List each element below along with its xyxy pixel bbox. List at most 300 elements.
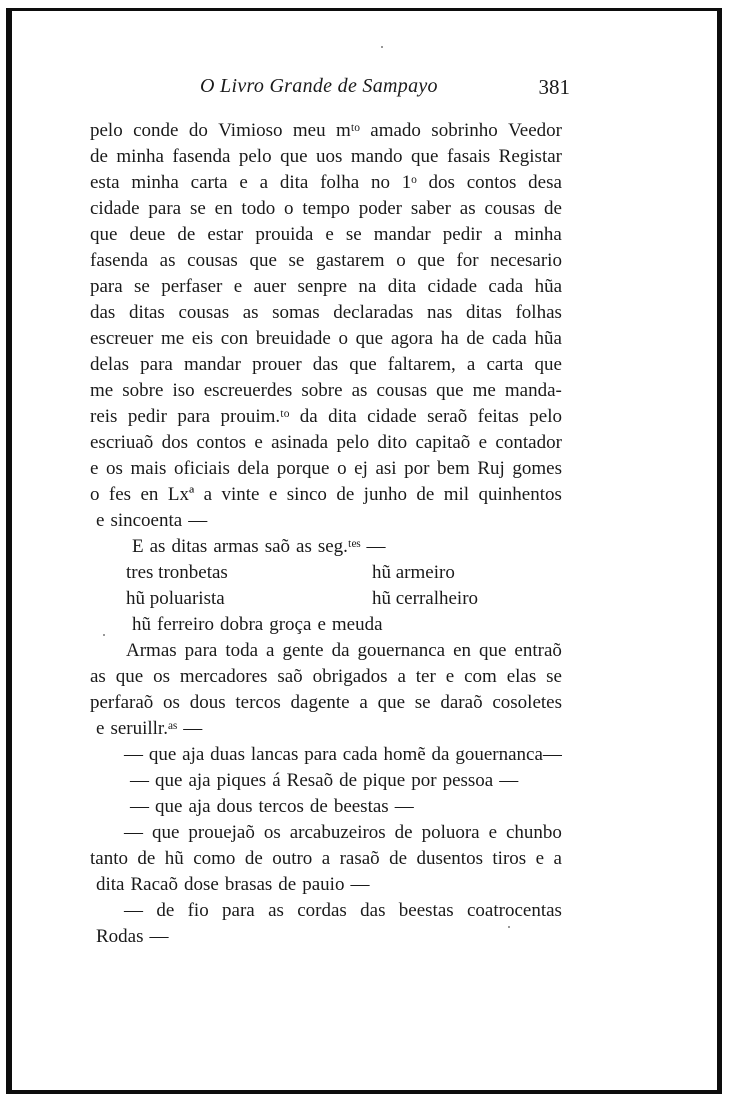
- text-line: [90, 898, 562, 924]
- word: escreuerdes: [203, 380, 293, 401]
- word: aja: [182, 744, 205, 765]
- word: sobre: [301, 380, 343, 401]
- print-speck: [508, 926, 510, 928]
- word: de: [177, 224, 196, 245]
- word: cousas: [376, 380, 428, 401]
- word: daraõ: [440, 692, 483, 713]
- text-line: [90, 716, 562, 742]
- word: de: [336, 484, 355, 505]
- word: os: [263, 822, 281, 843]
- word: cousas: [484, 198, 536, 219]
- word: mandar: [373, 224, 431, 245]
- word: a: [553, 848, 562, 869]
- word: que: [436, 380, 464, 401]
- word: se: [288, 250, 305, 271]
- word: dita: [387, 276, 417, 297]
- word: para: [140, 354, 173, 375]
- word: pelo: [238, 146, 272, 167]
- word: a: [203, 484, 213, 505]
- word: prouida: [255, 224, 314, 245]
- word: de: [90, 146, 108, 167]
- word: en: [214, 198, 233, 219]
- word: me: [90, 380, 114, 401]
- word: —: [366, 536, 386, 557]
- word: conde: [133, 120, 179, 141]
- word: hũ: [132, 614, 151, 635]
- print-speck: [381, 46, 383, 48]
- word: a: [466, 354, 476, 375]
- word: carta: [486, 354, 524, 375]
- word: Armas: [126, 640, 177, 661]
- list-item-right: hũ cerralheiro: [372, 588, 479, 609]
- word: tempo: [302, 198, 350, 219]
- word: sobrinho: [431, 120, 498, 141]
- word: breuidade: [255, 328, 331, 349]
- word: outro: [272, 848, 313, 869]
- word: com: [464, 666, 497, 687]
- word: as: [149, 536, 166, 557]
- word: rasaõ: [339, 848, 380, 869]
- word: para: [177, 406, 211, 427]
- word: dose: [183, 874, 219, 895]
- word: que: [155, 770, 183, 791]
- word: tercos: [235, 692, 281, 713]
- word: mais: [130, 458, 167, 479]
- word: chunbo: [506, 822, 562, 843]
- word: os: [153, 666, 170, 687]
- word: ej: [354, 458, 368, 479]
- word: e: [478, 432, 488, 453]
- word: que: [534, 354, 562, 375]
- word: meu: [292, 120, 326, 141]
- word: todo: [241, 198, 276, 219]
- word: nas: [427, 302, 453, 323]
- text-line: [90, 794, 562, 820]
- word: mandar: [183, 354, 241, 375]
- text-line: [90, 274, 562, 300]
- word: das: [360, 900, 386, 921]
- word: gouernanca—: [455, 744, 562, 765]
- word: se: [414, 692, 431, 713]
- word: a: [266, 640, 275, 661]
- word: fasais: [446, 146, 491, 167]
- word: gomes: [512, 458, 562, 479]
- word: deue: [129, 224, 166, 245]
- word: na: [358, 276, 377, 297]
- text-line: [90, 196, 562, 222]
- word: hũ: [164, 848, 184, 869]
- word: fasenda: [172, 146, 231, 167]
- page-number: 381: [538, 75, 570, 99]
- text-line: [90, 820, 562, 846]
- word: se: [546, 666, 562, 687]
- word: —: [394, 796, 414, 817]
- word: manda-: [504, 380, 562, 401]
- word: dous: [216, 796, 253, 817]
- word: asi: [375, 458, 397, 479]
- word: que: [148, 744, 177, 765]
- word: das: [90, 302, 116, 323]
- word: iso: [172, 380, 195, 401]
- word: pelo: [90, 120, 123, 141]
- word: as: [159, 250, 176, 271]
- word: de: [156, 900, 175, 921]
- word: o: [396, 250, 406, 271]
- word: dous: [189, 692, 226, 713]
- word: seg.ᵗᵉˢ: [317, 536, 361, 557]
- word: necesario: [490, 250, 562, 271]
- word: —: [124, 744, 143, 765]
- word: e: [488, 822, 498, 843]
- word: arcabuzeiros: [289, 822, 386, 843]
- word: dos: [428, 172, 455, 193]
- word: escriuaõ: [90, 432, 154, 453]
- word: desa: [528, 172, 562, 193]
- word: piques: [216, 770, 267, 791]
- word: ditas: [171, 536, 208, 557]
- word: asinada: [271, 432, 329, 453]
- word: Registar: [498, 146, 562, 167]
- word: junho: [363, 484, 407, 505]
- word: contos: [466, 172, 517, 193]
- word: uos: [315, 146, 343, 167]
- word: brasas: [224, 874, 273, 895]
- word: pique: [363, 770, 406, 791]
- word: dita: [96, 874, 125, 895]
- print-speck: [103, 634, 105, 636]
- text-line: [90, 664, 562, 690]
- word: perfaraõ: [90, 692, 154, 713]
- word: o: [338, 328, 348, 349]
- word: capitaõ: [415, 432, 471, 453]
- word: esta: [90, 172, 120, 193]
- text-line: [90, 612, 562, 638]
- word: Resaõ: [286, 770, 334, 791]
- word: gastarem: [315, 250, 385, 271]
- word: dagente: [290, 692, 350, 713]
- word: duas: [210, 744, 245, 765]
- word: cousas: [178, 302, 230, 323]
- word: —: [350, 874, 370, 895]
- word: de: [278, 874, 297, 895]
- word: cada: [342, 744, 378, 765]
- word: hũa: [534, 276, 562, 297]
- word: ter: [415, 666, 436, 687]
- text-line: [90, 352, 562, 378]
- word: do: [188, 120, 208, 141]
- word: —: [183, 718, 203, 739]
- word: elas: [506, 666, 537, 687]
- word: cousas: [187, 250, 238, 271]
- word: e: [445, 666, 455, 687]
- word: gouernanca: [357, 640, 446, 661]
- word: para: [148, 198, 182, 219]
- word: carta: [190, 172, 228, 193]
- word: obrigados: [312, 666, 388, 687]
- word: que: [377, 692, 406, 713]
- text-line: [90, 690, 562, 716]
- word: a: [259, 172, 269, 193]
- word: pelo: [336, 432, 370, 453]
- running-title: O Livro Grande de Sampayo: [200, 75, 438, 97]
- word: como: [193, 848, 236, 869]
- word: aja: [188, 796, 211, 817]
- word: tercos: [258, 796, 304, 817]
- word: para: [304, 744, 337, 765]
- word: beestas: [333, 796, 389, 817]
- word: da: [299, 406, 318, 427]
- word: se: [345, 224, 362, 245]
- word: que: [417, 250, 445, 271]
- text-line: [90, 482, 562, 508]
- word: cidade: [90, 198, 140, 219]
- word: cada: [488, 276, 524, 297]
- text-line: [90, 638, 562, 664]
- word: me: [472, 380, 496, 401]
- word: ditas: [128, 302, 165, 323]
- word: fio: [187, 900, 209, 921]
- word: contador: [495, 432, 562, 453]
- word: prouim.ᵗᵒ: [220, 406, 290, 427]
- word: Veedor: [508, 120, 562, 141]
- word: no: [370, 172, 390, 193]
- word: me: [160, 328, 185, 349]
- word: e: [325, 224, 334, 245]
- word: —: [130, 770, 149, 791]
- word: lancas: [250, 744, 299, 765]
- word: cada: [492, 328, 527, 349]
- word: dita: [279, 172, 309, 193]
- word: for: [456, 250, 479, 271]
- word: pauio: [302, 874, 345, 895]
- word: —: [499, 770, 519, 791]
- word: que: [478, 640, 507, 661]
- word: mando: [350, 146, 403, 167]
- word: meuda: [331, 614, 383, 635]
- word: para: [184, 640, 218, 661]
- word: e: [535, 848, 545, 869]
- word: —: [124, 900, 143, 921]
- word: os: [163, 692, 180, 713]
- word: coatrocentas: [467, 900, 562, 921]
- word: a: [359, 692, 368, 713]
- word: minha: [116, 146, 164, 167]
- word: vinte: [221, 484, 260, 505]
- word: —: [149, 926, 169, 947]
- word: seraõ: [427, 406, 468, 427]
- word: fes: [108, 484, 132, 505]
- word: reis: [90, 406, 118, 427]
- word: agora: [390, 328, 434, 349]
- word: mercadores: [179, 666, 268, 687]
- word: a: [321, 848, 331, 869]
- word: sobre: [122, 380, 164, 401]
- word: delas: [90, 354, 130, 375]
- word: que: [90, 224, 118, 245]
- word: dela: [237, 458, 270, 479]
- text-line: [90, 326, 562, 352]
- word: feitas: [477, 406, 519, 427]
- word: para: [90, 276, 123, 297]
- word: dusentos: [416, 848, 483, 869]
- word: que: [151, 822, 180, 843]
- word: Rodas: [96, 926, 144, 947]
- word: quinhentos: [478, 484, 562, 505]
- word: as: [296, 536, 312, 557]
- word: saõ: [264, 536, 291, 557]
- word: dita: [328, 406, 357, 427]
- word: da: [431, 744, 450, 765]
- word: ha: [440, 328, 459, 349]
- word: os: [106, 458, 123, 479]
- word: folha: [320, 172, 360, 193]
- word: e: [317, 614, 326, 635]
- word: dito: [377, 432, 408, 453]
- word: Ruj: [477, 458, 505, 479]
- word: escreuer: [90, 328, 154, 349]
- word: saber: [410, 198, 451, 219]
- word: con: [220, 328, 249, 349]
- word: —: [124, 822, 143, 843]
- text-line: [90, 430, 562, 456]
- word: as: [242, 302, 259, 323]
- word: beestas: [398, 900, 454, 921]
- word: armas: [213, 536, 259, 557]
- word: mᵗᵒ: [336, 120, 360, 141]
- text-line: [90, 456, 562, 482]
- word: homẽ: [383, 744, 426, 765]
- word: e: [96, 510, 105, 531]
- word: aja: [188, 770, 211, 791]
- word: minha: [514, 224, 562, 245]
- word: que: [155, 796, 183, 817]
- word: das: [312, 354, 339, 375]
- text-line: [90, 404, 562, 430]
- word: pedir: [442, 224, 482, 245]
- word: oficiais: [173, 458, 230, 479]
- word: mil: [443, 484, 470, 505]
- word: sinco: [286, 484, 327, 505]
- text-line: [90, 222, 562, 248]
- word: que: [115, 666, 144, 687]
- text-line: [90, 508, 562, 534]
- text-line: [90, 846, 562, 872]
- word: que: [411, 146, 439, 167]
- word: se: [189, 198, 206, 219]
- word: prouer: [252, 354, 302, 375]
- word: dobra: [219, 614, 264, 635]
- text-line: [90, 872, 562, 898]
- word: cidade: [427, 276, 478, 297]
- word: de: [244, 848, 263, 869]
- word: tanto: [90, 848, 128, 869]
- word: hũa: [534, 328, 562, 349]
- word: e: [268, 484, 278, 505]
- word: que: [355, 328, 384, 349]
- word: que: [349, 354, 377, 375]
- word: para: [222, 900, 255, 921]
- text-line: [90, 742, 562, 768]
- word: que: [249, 250, 277, 271]
- word: as: [459, 198, 476, 219]
- word: somas: [272, 302, 320, 323]
- word: eis: [191, 328, 214, 349]
- text-line: [90, 924, 562, 950]
- text-line: [90, 560, 562, 586]
- word: —: [130, 796, 149, 817]
- word: cosoletes: [492, 692, 562, 713]
- word: de: [394, 822, 413, 843]
- word: ferreiro: [157, 614, 214, 635]
- text-line: [90, 300, 562, 326]
- word: o: [90, 484, 100, 505]
- word: poder: [358, 198, 402, 219]
- word: tiros: [492, 848, 527, 869]
- document-body: [90, 118, 562, 950]
- word: de: [309, 796, 328, 817]
- word: poluora: [421, 822, 480, 843]
- word: gente: [282, 640, 324, 661]
- word: seruillr.ᵃˢ: [110, 718, 178, 739]
- list-item-right: hũ armeiro: [372, 562, 455, 583]
- word: toda: [225, 640, 259, 661]
- word: faltarem,: [387, 354, 456, 375]
- word: en: [140, 484, 159, 505]
- word: de: [339, 770, 358, 791]
- word: cidade: [367, 406, 417, 427]
- word: folhas: [515, 302, 562, 323]
- word: o: [284, 198, 294, 219]
- text-line: [90, 586, 562, 612]
- text-line: [90, 248, 562, 274]
- word: E: [132, 536, 144, 557]
- running-header: [90, 72, 570, 102]
- word: e: [254, 432, 263, 453]
- word: a: [493, 224, 503, 245]
- word: cordas: [297, 900, 347, 921]
- word: que: [280, 146, 308, 167]
- word: por: [411, 770, 437, 791]
- word: Racaõ: [130, 874, 178, 895]
- word: sincoenta: [110, 510, 183, 531]
- word: e: [239, 172, 248, 193]
- word: entraõ: [514, 640, 562, 661]
- text-line: [90, 378, 562, 404]
- word: fasenda: [90, 250, 149, 271]
- word: e: [233, 276, 243, 297]
- word: a: [397, 666, 406, 687]
- text-line: [90, 118, 562, 144]
- word: pelo: [529, 406, 562, 427]
- word: perfaser: [161, 276, 223, 297]
- word: saõ: [277, 666, 303, 687]
- text-line: [90, 768, 562, 794]
- word: de: [466, 328, 485, 349]
- text-line: [90, 534, 562, 560]
- word: prouejaõ: [188, 822, 255, 843]
- word: Vimioso: [218, 120, 283, 141]
- word: pedir: [127, 406, 167, 427]
- word: bem: [437, 458, 470, 479]
- word: as: [268, 900, 284, 921]
- word: estar: [207, 224, 244, 245]
- word: á: [272, 770, 281, 791]
- word: groça: [269, 614, 312, 635]
- word: o: [337, 458, 347, 479]
- word: 1ᵒ: [401, 172, 417, 193]
- word: de: [543, 198, 562, 219]
- word: en: [453, 640, 471, 661]
